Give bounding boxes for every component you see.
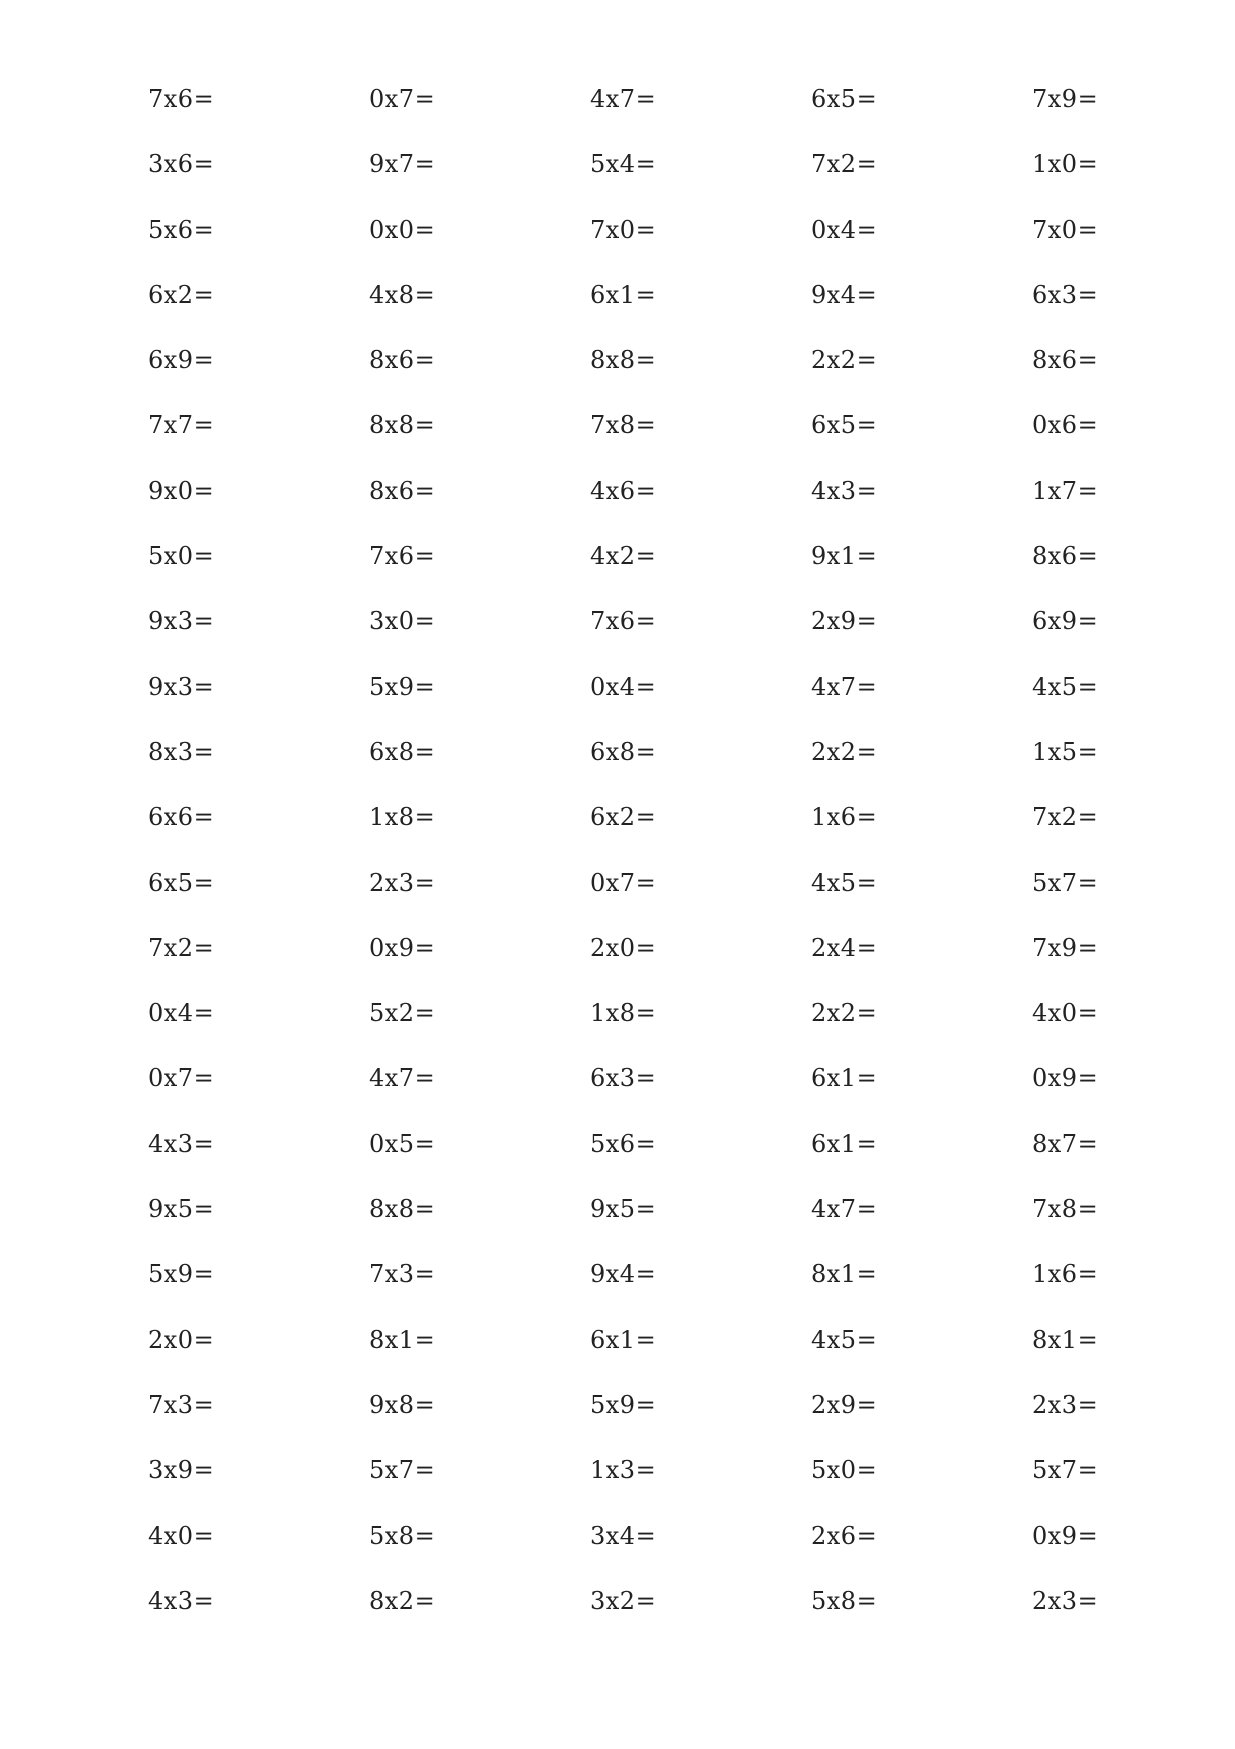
multiplication-problem: 7x9= [1032,933,1099,962]
multiplication-problem: 4x8= [369,280,436,309]
multiplication-problem: 8x1= [1032,1325,1099,1354]
multiplication-problem: 5x4= [590,150,657,179]
multiplication-problem: 7x6= [148,85,215,113]
multiplication-problem: 9x4= [590,1260,657,1289]
multiplication-problem: 2x3= [1032,1586,1099,1615]
multiplication-problem: 6x5= [148,868,215,897]
multiplication-problem: 0x6= [1032,411,1099,440]
multiplication-problem: 4x3= [811,476,878,505]
multiplication-problem: 7x8= [1032,1195,1099,1224]
multiplication-problem: 5x0= [148,542,215,571]
multiplication-problem: 4x7= [811,672,878,701]
multiplication-problem: 6x2= [148,280,215,309]
multiplication-problem: 5x8= [811,1586,878,1615]
multiplication-problem: 2x4= [811,933,878,962]
multiplication-problem: 0x4= [590,672,657,701]
multiplication-problem: 6x3= [590,1064,657,1093]
multiplication-problem: 1x7= [1032,476,1099,505]
multiplication-problem: 1x6= [1032,1260,1099,1289]
multiplication-problem: 5x6= [148,215,215,244]
multiplication-problem: 9x5= [148,1195,215,1224]
multiplication-problem: 3x4= [590,1521,657,1550]
multiplication-problem: 9x4= [811,280,878,309]
multiplication-problem: 8x1= [811,1260,878,1289]
multiplication-problem: 1x5= [1032,737,1099,766]
multiplication-problem: 0x9= [1032,1521,1099,1550]
multiplication-problem: 9x7= [369,150,436,179]
multiplication-problem: 2x2= [811,999,878,1028]
multiplication-problem: 0x9= [369,933,436,962]
multiplication-problem: 5x9= [148,1260,215,1289]
multiplication-problem: 7x2= [811,150,878,179]
multiplication-problem: 5x7= [369,1456,436,1485]
multiplication-problem: 4x7= [811,1195,878,1224]
multiplication-problem: 6x1= [590,1325,657,1354]
multiplication-problem: 8x6= [1032,542,1099,571]
multiplication-problem: 0x4= [811,215,878,244]
multiplication-problem: 2x0= [148,1325,215,1354]
multiplication-problem: 6x9= [148,346,215,375]
multiplication-problem: 6x2= [590,803,657,832]
multiplication-problem: 5x6= [590,1129,657,1158]
multiplication-problem: 7x2= [1032,803,1099,832]
multiplication-problem: 2x6= [811,1521,878,1550]
multiplication-problem: 4x2= [590,542,657,571]
multiplication-problem: 6x3= [1032,280,1099,309]
multiplication-problem: 8x6= [369,476,436,505]
multiplication-problem: 9x1= [811,542,878,571]
multiplication-problem: 3x6= [148,150,215,179]
multiplication-problem: 9x8= [369,1390,436,1419]
multiplication-problem: 6x5= [811,411,878,440]
multiplication-problem: 7x6= [590,607,657,636]
multiplication-problem: 3x2= [590,1586,657,1615]
multiplication-problem: 7x0= [590,215,657,244]
multiplication-problem: 5x9= [590,1390,657,1419]
multiplication-problem: 4x3= [148,1129,215,1158]
multiplication-problem: 2x9= [811,1390,878,1419]
multiplication-problem: 5x2= [369,999,436,1028]
multiplication-problem: 4x0= [1032,999,1099,1028]
multiplication-problem: 3x9= [148,1456,215,1485]
multiplication-problem: 9x5= [590,1195,657,1224]
multiplication-problem: 9x3= [148,607,215,636]
multiplication-problem: 1x8= [369,803,436,832]
multiplication-problem: 1x8= [590,999,657,1028]
multiplication-problem: 7x9= [1032,85,1099,113]
multiplication-problem: 2x9= [811,607,878,636]
multiplication-problem: 8x8= [369,411,436,440]
multiplication-problem: 2x3= [1032,1390,1099,1419]
multiplication-problem: 8x1= [369,1325,436,1354]
multiplication-problem: 7x7= [148,411,215,440]
multiplication-problem: 2x3= [369,868,436,897]
multiplication-problem: 9x0= [148,476,215,505]
multiplication-problem: 2x2= [811,737,878,766]
multiplication-problem: 7x0= [1032,215,1099,244]
multiplication-problem: 8x7= [1032,1129,1099,1158]
multiplication-problem: 8x8= [369,1195,436,1224]
multiplication-problem: 4x5= [1032,672,1099,701]
multiplication-problem: 5x0= [811,1456,878,1485]
multiplication-problem: 4x5= [811,868,878,897]
multiplication-problem: 6x1= [590,280,657,309]
multiplication-problem: 7x3= [148,1390,215,1419]
multiplication-problem: 4x5= [811,1325,878,1354]
multiplication-problem: 5x8= [369,1521,436,1550]
multiplication-problem: 1x6= [811,803,878,832]
multiplication-problem: 0x0= [369,215,436,244]
multiplication-problem: 9x3= [148,672,215,701]
multiplication-problem: 6x1= [811,1064,878,1093]
multiplication-problem: 3x0= [369,607,436,636]
multiplication-problem: 6x9= [1032,607,1099,636]
multiplication-problem: 6x8= [590,737,657,766]
multiplication-problem: 0x7= [148,1064,215,1093]
multiplication-problem: 4x0= [148,1521,215,1550]
multiplication-problem: 6x8= [369,737,436,766]
multiplication-problem: 8x2= [369,1586,436,1615]
multiplication-problem: 8x8= [590,346,657,375]
multiplication-problem: 5x7= [1032,1456,1099,1485]
multiplication-problem: 2x0= [590,933,657,962]
multiplication-problem: 6x5= [811,85,878,113]
multiplication-problem: 6x6= [148,803,215,832]
multiplication-problem: 0x7= [369,85,436,113]
multiplication-problem: 4x7= [590,85,657,113]
multiplication-problem: 0x5= [369,1129,436,1158]
multiplication-problem: 0x4= [148,999,215,1028]
multiplication-problem: 4x7= [369,1064,436,1093]
multiplication-problem: 8x6= [369,346,436,375]
multiplication-problem: 4x3= [148,1586,215,1615]
multiplication-problem: 1x0= [1032,150,1099,179]
multiplication-problem: 1x3= [590,1456,657,1485]
multiplication-problem: 2x2= [811,346,878,375]
multiplication-problem: 0x9= [1032,1064,1099,1093]
multiplication-problem: 7x2= [148,933,215,962]
multiplication-problem: 0x7= [590,868,657,897]
multiplication-problem: 5x9= [369,672,436,701]
multiplication-problem: 7x8= [590,411,657,440]
multiplication-problem: 4x6= [590,476,657,505]
multiplication-problem: 6x1= [811,1129,878,1158]
multiplication-problem: 8x6= [1032,346,1099,375]
multiplication-problem: 8x3= [148,737,215,766]
multiplication-problem: 5x7= [1032,868,1099,897]
multiplication-problem: 7x3= [369,1260,436,1289]
multiplication-problem-grid [148,84,1148,1651]
multiplication-problem: 7x6= [369,542,436,571]
